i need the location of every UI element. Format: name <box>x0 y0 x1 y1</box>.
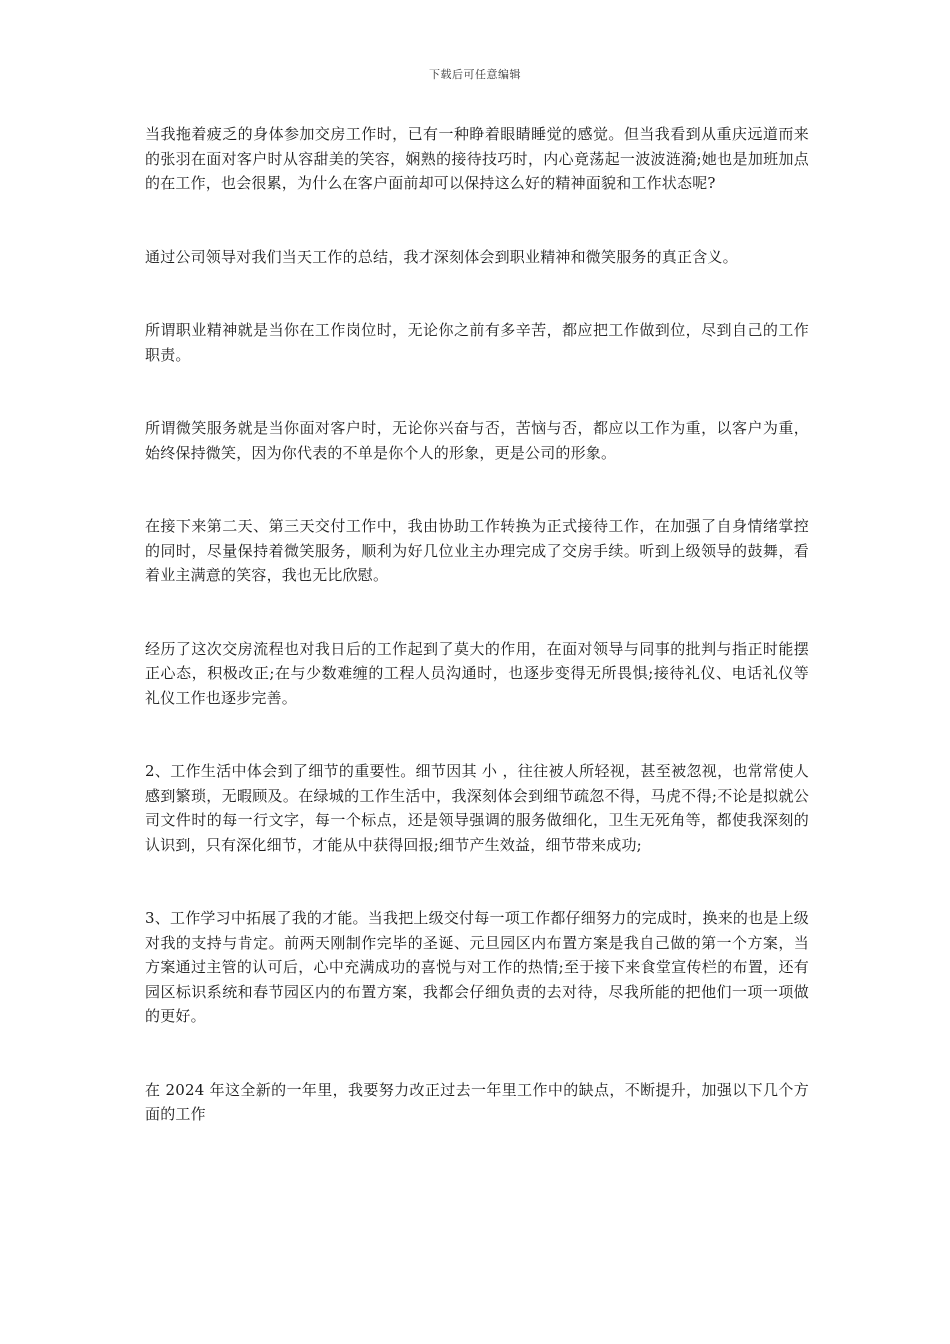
document-body <box>145 122 809 1176</box>
paragraph-5: 在接下来第二天、第三天交付工作中，我由协助工作转换为正式接待工作，在加强了自身情绪掌控的同时，尽量保持着微笑服务，顺利为好几位业主办理完成了交房手续。听到上级领导的鼓舞，看着业主满意的笑容，我也无比欣慰。 <box>145 517 809 584</box>
paragraph-8: 3、工作学习中拓展了我的才能。当我把上级交付每一项工作都仔细努力的完成时，换来的也是上级对我的支持与肯定。前两天刚制作完毕的圣诞、元旦园区内布置方案是我自己做的第一个方案，当方案通过主管的认可后，心中充满成功的喜悦与对工作的热情;至于接下来食堂宣传栏的布置，还有园区标识系统和春节园区内的布置方案，我都会仔细负责的去对待，尽我所能的把他们一项一项做的更好。 <box>145 909 809 1025</box>
paragraph-6: 经历了这次交房流程也对我日后的工作起到了莫大的作用，在面对领导与同事的批判与指正时能摆正心态，积极改正;在与少数难缠的工程人员沟通时，也逐步变得无所畏惧;接待礼仪、电话礼仪等礼仪工作也逐步完善。 <box>145 639 809 707</box>
paragraph-7: 2、工作生活中体会到了细节的重要性。细节因其 小 ，往往被人所轻视，甚至被忽视，也常常使人感到繁琐，无暇顾及。在绿城的工作生活中，我深刻体会到细节疏忽不得，马虎不得;不论是拟就公司文件时的每一行文字，每一个标点，还是领导强调的服务做细化，卫生无死角等，都使我深刻的认识到，只有深化细节，才能从中获得回报;细节产生效益，细节带来成功; <box>145 762 809 854</box>
paragraph-4: 所谓微笑服务就是当你面对客户时，无论你兴奋与否，苦恼与否，都应以工作为重，以客户为重，始终保持微笑，因为你代表的不单是你个人的形象，更是公司的形象。 <box>145 419 809 462</box>
paragraph-9: 在 2024 年这全新的一年里，我要努力改正过去一年里工作中的缺点，不断提升，加强以下几个方面的工作 <box>145 1080 809 1123</box>
page-header: 下载后可任意编辑 <box>429 68 521 81</box>
paragraph-2: 通过公司领导对我们当天工作的总结，我才深刻体会到职业精神和微笑服务的真正含义。 <box>145 247 738 266</box>
paragraph-3: 所谓职业精神就是当你在工作岗位时，无论你之前有多辛苦，都应把工作做到位，尽到自己的工作职责。 <box>145 321 809 364</box>
paragraph-1: 当我拖着疲乏的身体参加交房工作时，已有一种睁着眼睛睡觉的感觉。但当我看到从重庆远道而来的张羽在面对客户时从容甜美的笑容，娴熟的接待技巧时，内心竟荡起一波波涟漪;她也是加班加点的在工作，也会很累，为什么在客户面前却可以保持这么好的精神面貌和工作状态呢? <box>145 125 809 192</box>
